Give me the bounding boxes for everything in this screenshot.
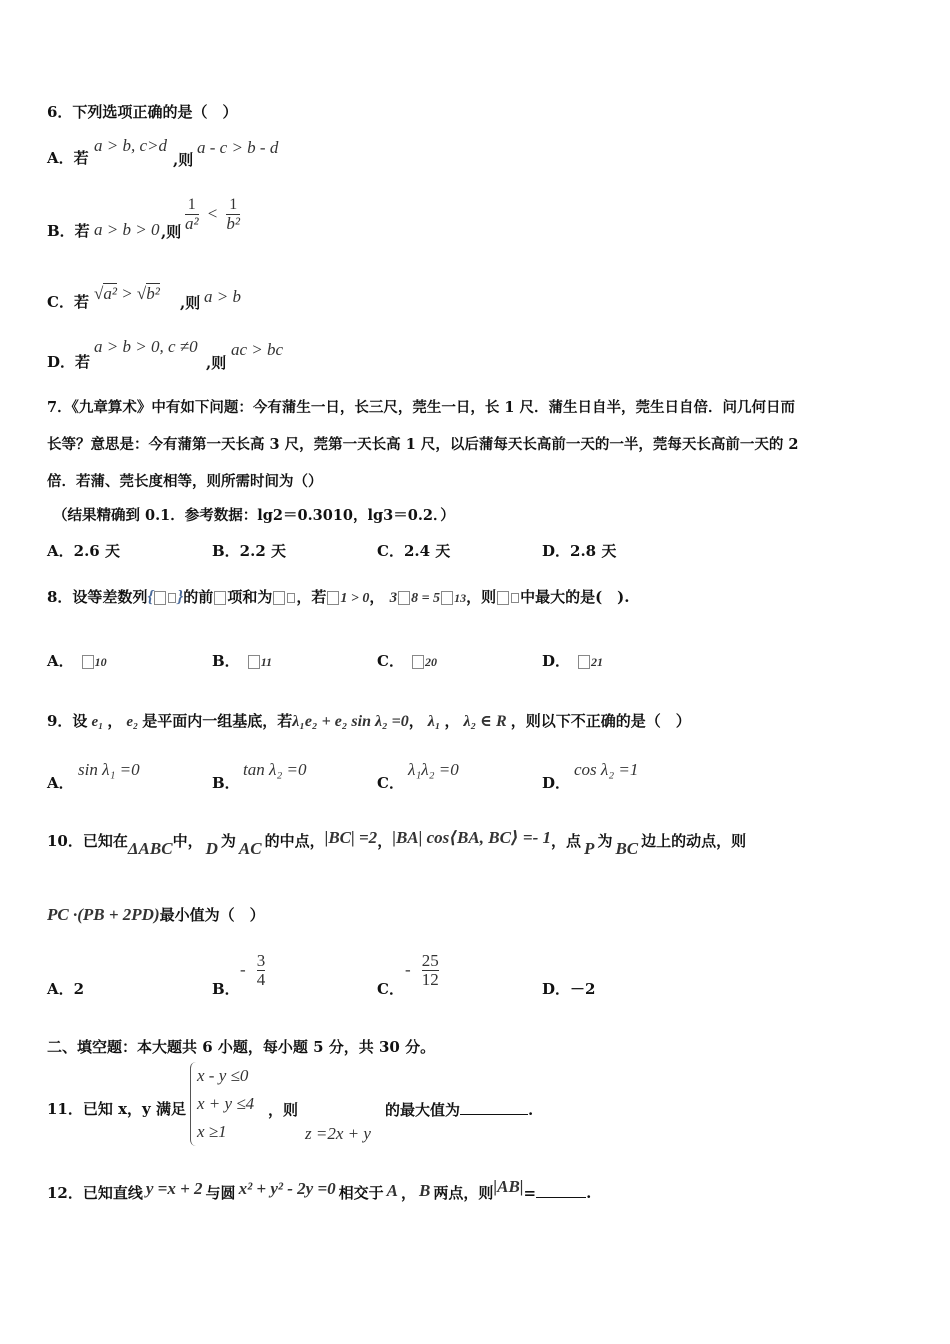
q9-stem: 9．设 e₁ ， e₂ 是平面内一组基底，若λ₁e₂ + e₂ sin λ₂ =0， λ₁ ， λ₂ ∈ R ，则以下不正确的是（ ） bbox=[47, 712, 691, 730]
q10-option-d: D．－2 bbox=[542, 980, 596, 998]
q10-segment-ac: AC bbox=[238, 839, 262, 858]
q6-option-a-condition: a > b, c>d bbox=[94, 136, 167, 155]
q6-option-a-then: ,则 bbox=[173, 151, 194, 169]
q9-option-d-math: cos λ₂ =1 bbox=[574, 760, 639, 779]
q10-option-b: B． bbox=[212, 980, 240, 998]
q9-option-a-math: sin λ₁ =0 bbox=[78, 760, 140, 779]
q6-option-b-then: ,则 bbox=[161, 223, 182, 241]
q6-option-c-condition: √a² > √b² bbox=[94, 284, 160, 303]
q7-line3: 倍．若蒲、莞长度相等，则所需时间为（） bbox=[47, 473, 323, 490]
q6-option-d-then: ,则 bbox=[206, 354, 227, 372]
q9-option-b-math: tan λ₂ =0 bbox=[243, 760, 307, 779]
q11-constraint-1: x - y ≤0 bbox=[197, 1066, 249, 1085]
q11-constraint-3: x ≥1 bbox=[197, 1122, 227, 1141]
q8-text-5: ， bbox=[369, 588, 385, 606]
q10-option-a: A．2 bbox=[47, 980, 85, 998]
q7-note: （结果精确到 0.1．参考数据：lg2＝0.3010，lg3＝0.2．） bbox=[53, 507, 455, 524]
q8-condition-2c: 13 bbox=[454, 591, 467, 605]
q8-option-a: A． 10 bbox=[47, 652, 107, 670]
q10-point-p: P bbox=[584, 839, 595, 858]
q6-option-c-result: a > b bbox=[204, 287, 241, 306]
q12-circle-equation: x² + y² - 2y =0 bbox=[238, 1179, 336, 1198]
q10-bc-length: |BC| =2 bbox=[324, 828, 378, 847]
q10-option-c-value: - $\frac{25}{12}$ bbox=[405, 951, 439, 989]
q10-triangle: ΔABC bbox=[127, 839, 173, 858]
q12-stem: 12．已知直线 y =x + 2 与圆 x² + y² - 2y =0 相交于 A ， B 两点，则|AB|= . bbox=[47, 1177, 592, 1202]
q10-option-c: C． bbox=[377, 980, 404, 998]
q8-sequence-symbol: { } bbox=[147, 587, 184, 606]
q10-segment-bc: BC bbox=[615, 839, 639, 858]
q6-option-b-inequality: $\frac{1}{\text{a²}}$ < $\frac{1}{\text{b²}}$ bbox=[185, 196, 240, 233]
q8-condition-2b: 8 = 5 bbox=[411, 591, 441, 606]
q11-text-2: ，则 bbox=[268, 1101, 299, 1119]
q12-answer-blank[interactable] bbox=[536, 1197, 586, 1198]
q9-lambda1: λ₁ bbox=[427, 713, 441, 730]
q10-dot-condition: |BA| cos⟨BA, BC⟩ =- 1 bbox=[392, 828, 552, 847]
q8-text-7: 中最大的是( ). bbox=[520, 588, 630, 606]
q7-line1: 7．《九章算术》中有如下问题：今有蒲生一日，长三尺，莞生一日，长 1 尺．蒲生日自半，莞生日自倍．问几何日而 bbox=[47, 399, 796, 416]
q9-option-c-math: λ₁λ₂ =0 bbox=[408, 760, 459, 779]
q10-stem: 10．已知在ΔABC中， D 为 AC 的中点，|BC| =2，|BA| cos⟨BA, BC⟩ =- 1，点 P 为 BC 边上的动点，则 bbox=[47, 828, 747, 858]
q6-option-d-result: ac > bc bbox=[231, 340, 284, 359]
q6-option-c-label: C．若 bbox=[47, 293, 89, 311]
q7-option-c: C．2.4 天 bbox=[377, 542, 451, 560]
q9-lambda2: λ₂ ∈ R bbox=[463, 713, 507, 730]
q7-option-d: D．2.8 天 bbox=[542, 542, 617, 560]
q8-text-2: 的前 bbox=[183, 588, 214, 606]
q7-option-a: A．2.6 天 bbox=[47, 542, 120, 560]
q9-option-a: A． bbox=[47, 774, 74, 792]
q6-stem: 6．下列选项正确的是（ ） bbox=[47, 103, 238, 121]
q12-point-a: A bbox=[386, 1181, 398, 1200]
q11-text-1: 11．已知 x，y 满足 bbox=[47, 1100, 186, 1118]
q9-e1: e₁ bbox=[91, 714, 104, 730]
q12-point-b: B bbox=[419, 1181, 431, 1200]
q8-option-d: D． 21 bbox=[542, 652, 604, 670]
q6-option-a-result: a - c > b - d bbox=[197, 138, 279, 157]
q9-equation: λ₁e₂ + e₂ sin λ₂ =0 bbox=[292, 713, 409, 730]
q10-point-d: D bbox=[205, 839, 218, 858]
q8-text-1: 8．设等差数列 bbox=[47, 588, 148, 606]
q6-option-b-label: B．若 bbox=[47, 222, 90, 240]
q6-option-a-label: A．若 bbox=[47, 149, 89, 167]
q9-option-c: C． bbox=[377, 774, 404, 792]
q10-option-b-value: - $\frac{3}{4}$ bbox=[240, 951, 266, 989]
q8-stem bbox=[47, 587, 630, 609]
q9-option-b: B． bbox=[212, 774, 240, 792]
q10-expression-line: PC ·(PB + 2PD)最小值为（ ） bbox=[47, 905, 265, 924]
q9-e2: e₂ bbox=[126, 714, 139, 730]
q7-option-b: B．2.2 天 bbox=[212, 542, 286, 560]
section-heading: 二、填空题：本大题共 6 小题，每小题 5 分，共 30 分。 bbox=[47, 1038, 436, 1056]
q11-answer-blank[interactable] bbox=[460, 1114, 528, 1115]
q8-condition-1: 1 > 0 bbox=[340, 591, 370, 606]
q11-text-3: 的最大值为 . bbox=[385, 1101, 534, 1119]
q8-text-3: 项和为 bbox=[227, 588, 273, 606]
q11-constraint-2: x + y ≤4 bbox=[197, 1094, 255, 1113]
q9-option-d: D． bbox=[542, 774, 571, 792]
q11-objective: z =2x + y bbox=[305, 1124, 371, 1143]
q6-option-d-label: D．若 bbox=[47, 353, 91, 371]
q12-line-equation: y =x + 2 bbox=[145, 1179, 203, 1198]
q8-condition-2a: 3 bbox=[389, 590, 398, 606]
q8-text-4: ，若 bbox=[296, 588, 327, 606]
q8-text-6: ，则 bbox=[466, 588, 497, 606]
q8-option-c: C． 20 bbox=[377, 652, 437, 670]
q11-constraint-system bbox=[190, 1062, 254, 1146]
q8-option-b: B． 11 bbox=[212, 652, 273, 670]
q10-expression: PC ·(PB + 2PD) bbox=[47, 905, 160, 924]
q6-option-b-condition: a > b > 0 bbox=[94, 220, 160, 239]
q7-line2: 长等？意思是：今有蒲第一天长高 3 尺，莞第一天长高 1 尺，以后蒲每天长高前一天的一半，莞每天长高前一天的 2 bbox=[47, 436, 799, 453]
q6-option-d-condition: a > b > 0, c ≠0 bbox=[94, 337, 198, 356]
q6-option-c-then: ,则 bbox=[180, 294, 201, 312]
q12-ab-length: |AB| bbox=[493, 1177, 524, 1196]
